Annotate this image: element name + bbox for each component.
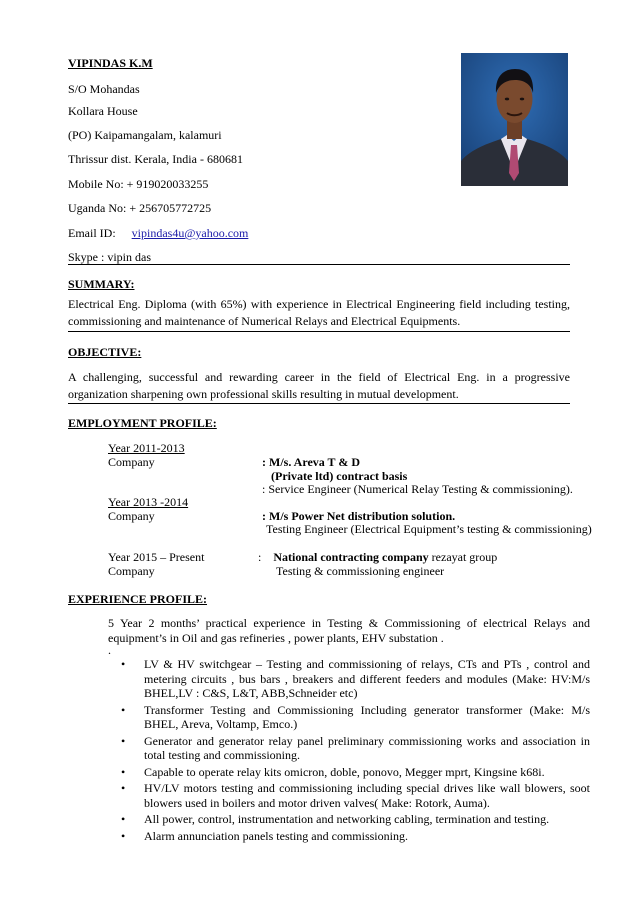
list-item: • HV/LV motors testing and commissioning including special drives like wall blowers, soot blowers used in boilers and motor driven valves( Make: Rotork, Auma).	[121, 781, 590, 810]
divider	[68, 264, 570, 265]
bullet-icon: •	[121, 657, 126, 671]
employment-heading: EMPLOYMENT PROFILE:	[68, 416, 217, 430]
company-name: : M/s Power Net distribution solution.	[262, 509, 456, 523]
company-separator: :	[258, 550, 262, 564]
job-role: Testing Engineer (Electrical Equipment’s testing & commissioning)	[266, 522, 592, 536]
experience-list	[108, 657, 590, 845]
mobile-number: Mobile No: + 919020033255	[68, 177, 209, 191]
divider	[68, 331, 570, 332]
company-label: Company	[108, 564, 155, 578]
uganda-number: Uganda No: + 256705772725	[68, 201, 212, 215]
list-item: • Transformer Testing and Commissioning Including generator transformer (Make: M/s BHEL, Areva, Voltamp, Emco.)	[121, 702, 590, 731]
candidate-name: VIPINDAS K.M	[68, 56, 153, 70]
bullet-icon: •	[121, 733, 126, 748]
person-portrait-icon	[461, 53, 568, 186]
company-name: National contracting company	[273, 550, 429, 564]
objective-heading: OBJECTIVE:	[68, 345, 142, 359]
company-label: Company	[108, 455, 155, 469]
contact-line: Thrissur dist. Kerala, India - 680681	[68, 152, 243, 166]
job-year: Year 2013 -2014	[108, 495, 189, 509]
list-item: • Alarm annunciation panels testing and commissioning.	[121, 828, 408, 843]
company-detail: (Private ltd) contract basis	[271, 469, 408, 483]
list-item: • Generator and generator relay panel preliminary commissioning works and association in total testing and commissioning.	[121, 733, 590, 762]
bullet-icon: •	[121, 828, 126, 843]
summary-heading: SUMMARY:	[68, 277, 135, 291]
list-item: • LV & HV switchgear – Testing and commissioning of relays, CTs and PTs , control and metering circuits , bus bars , breakers and different feeders and modules (Make: HV:M/s BHEL,LV : C&S, L&T, ABB,Schneider etc)	[121, 657, 590, 700]
profile-photo	[461, 53, 568, 186]
experience-heading: EXPERIENCE PROFILE:	[68, 592, 208, 606]
bullet-icon: •	[121, 812, 126, 826]
skype-id: Skype : vipin das	[68, 250, 151, 264]
job-year: Year 2011-2013	[108, 441, 185, 455]
divider	[68, 403, 570, 404]
contact-line: Kollara House	[68, 104, 138, 118]
email-link[interactable]: vipindas4u@yahoo.com	[131, 226, 249, 240]
company-group: rezayat group	[428, 550, 498, 564]
bullet-icon: •	[121, 764, 126, 779]
list-item: • All power, control, instrumentation and networking cabling, termination and testing.	[121, 812, 550, 826]
email-row	[68, 226, 248, 240]
email-label: Email ID:	[68, 226, 116, 240]
objective-text: A challenging, successful and rewarding career in the field of Electrical Eng. in a progressive organization sharpening own professional skills resulting in mutual development.	[68, 370, 570, 401]
bullet-icon: •	[121, 702, 126, 717]
summary-text: Electrical Eng. Diploma (with 65%) with experience in Electrical Engineering field including testing, commissioning and maintenance of Numerical Relays and Electrical Equipments.	[68, 297, 570, 328]
contact-line: (PO) Kaipamangalam, kalamuri	[68, 128, 222, 142]
list-item: • Capable to operate relay kits omicron, doble, ponovo, Megger mprt, Kingsine k68i.	[121, 764, 545, 779]
experience-intro: 5 Year 2 months’ practical experience in Testing & Commissioning of electrical Relays and equipment’s in Oil and gas refineries , power plants, EHV substation .	[108, 616, 590, 645]
contact-line: S/O Mohandas	[68, 82, 140, 96]
company-row	[258, 550, 497, 564]
company-name: : M/s. Areva T & D	[262, 455, 360, 469]
stray-dot: .	[108, 643, 111, 657]
job-role: : Service Engineer (Numerical Relay Testing & commissioning).	[262, 482, 573, 496]
job-role: Testing & commissioning engineer	[276, 564, 445, 578]
company-label: Company	[108, 509, 155, 523]
job-year: Year 2015 – Present	[108, 550, 205, 564]
bullet-icon: •	[121, 781, 126, 795]
